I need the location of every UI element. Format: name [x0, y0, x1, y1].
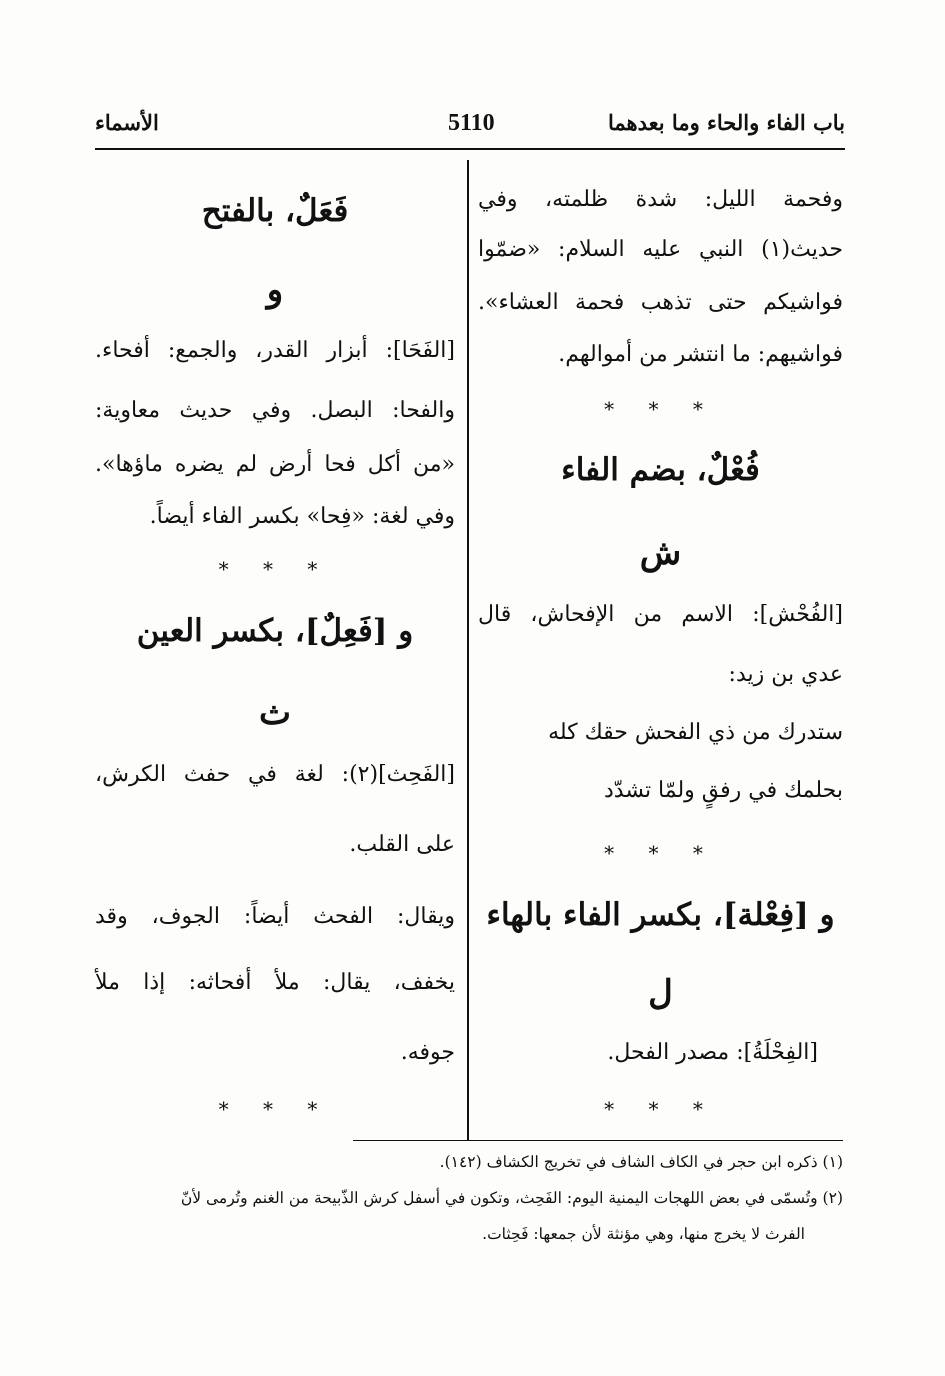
section-title: فَعَلٌ، بالفتح	[201, 193, 349, 229]
footnote-2-cont: الفرث لا يخرج منها، وهي مؤنثة لأن جمعها: فَحِثات.	[482, 1225, 805, 1243]
text-line: فواشيكم حتى تذهب فحمة العشاء».	[478, 290, 843, 315]
entry-line: [الفِحْلَةُ]: مصدر الفحل.	[607, 1040, 818, 1065]
section-divider-stars: * * *	[218, 1097, 332, 1121]
running-head-right: باب الفاء والحاء وما بعدهما	[608, 110, 845, 135]
right-column	[478, 0, 843, 1140]
page-number: 5110	[448, 110, 495, 136]
entry-line: [الفَحِث](٢): لغة في حفث الكرش،	[95, 762, 455, 787]
entry-line: [الفَحَا]: أبزار القدر، والجمع: أفحاء.	[95, 338, 455, 363]
section-divider-stars: * * *	[604, 1097, 717, 1121]
text-line: على القلب.	[349, 832, 455, 857]
footnote-2: (٢) وتُسمّى في بعض اللهجات اليمنية اليوم: الفَحِث، وتكون في أسفل كرش الذّبيحة من الغنم وتُرمى لأنّ	[180, 1189, 843, 1207]
section-letter: و	[266, 270, 284, 310]
section-letter: ش	[639, 533, 682, 573]
left-column	[95, 0, 455, 1140]
section-divider-stars: * * *	[218, 557, 332, 581]
text-line: «من أكل فحا أرض لم يضره ماؤها».	[95, 452, 455, 477]
section-title: فُعْلٌ، بضم الفاء	[561, 452, 760, 488]
section-title: و [فِعْلة]، بكسر الفاء بالهاء	[486, 897, 835, 933]
entry-line: [الفُحْش]: الاسم من الإفحاش، قال	[478, 602, 843, 627]
poem-line: بحلمك في رفقٍ ولمّا تشدّد	[603, 778, 843, 803]
text-line: حديث(١) النبي عليه السلام: «ضمّوا	[478, 237, 843, 262]
footnote-rule	[353, 1140, 843, 1141]
section-letter: ل	[648, 973, 673, 1013]
text-line: يخفف، يقال: ملأ أفحاثه: إذا ملأ	[95, 970, 455, 995]
text-line: جوفه.	[400, 1040, 455, 1065]
poem-line: ستدرك من ذي الفحش حقك كله	[548, 720, 843, 745]
section-title: و [فَعِلٌ]، بكسر العين	[136, 613, 414, 649]
footnote-1: (١) ذكره ابن حجر في الكاف الشاف في تخريج الكشاف (١٤٢).	[439, 1153, 843, 1171]
section-divider-stars: * * *	[604, 841, 717, 865]
text-line: ويقال: الفحث أيضاً: الجوف، وقد	[95, 904, 455, 929]
section-divider-stars: * * *	[604, 397, 717, 421]
text-line: وفي لغة: «فِحا» بكسر الفاء أيضاً.	[149, 504, 455, 529]
section-letter: ث	[258, 693, 291, 733]
text-line: وفحمة الليل: شدة ظلمته، وفي	[478, 187, 843, 212]
text-line: والفحا: البصل. وفي حديث معاوية:	[95, 398, 455, 423]
column-divider	[467, 160, 469, 1140]
running-head-left: الأسماء	[95, 110, 159, 135]
text-line: عدي بن زيد:	[728, 662, 843, 687]
footnotes	[95, 1150, 843, 1260]
text-line: فواشيهم: ما انتشر من أموالهم.	[558, 342, 843, 367]
